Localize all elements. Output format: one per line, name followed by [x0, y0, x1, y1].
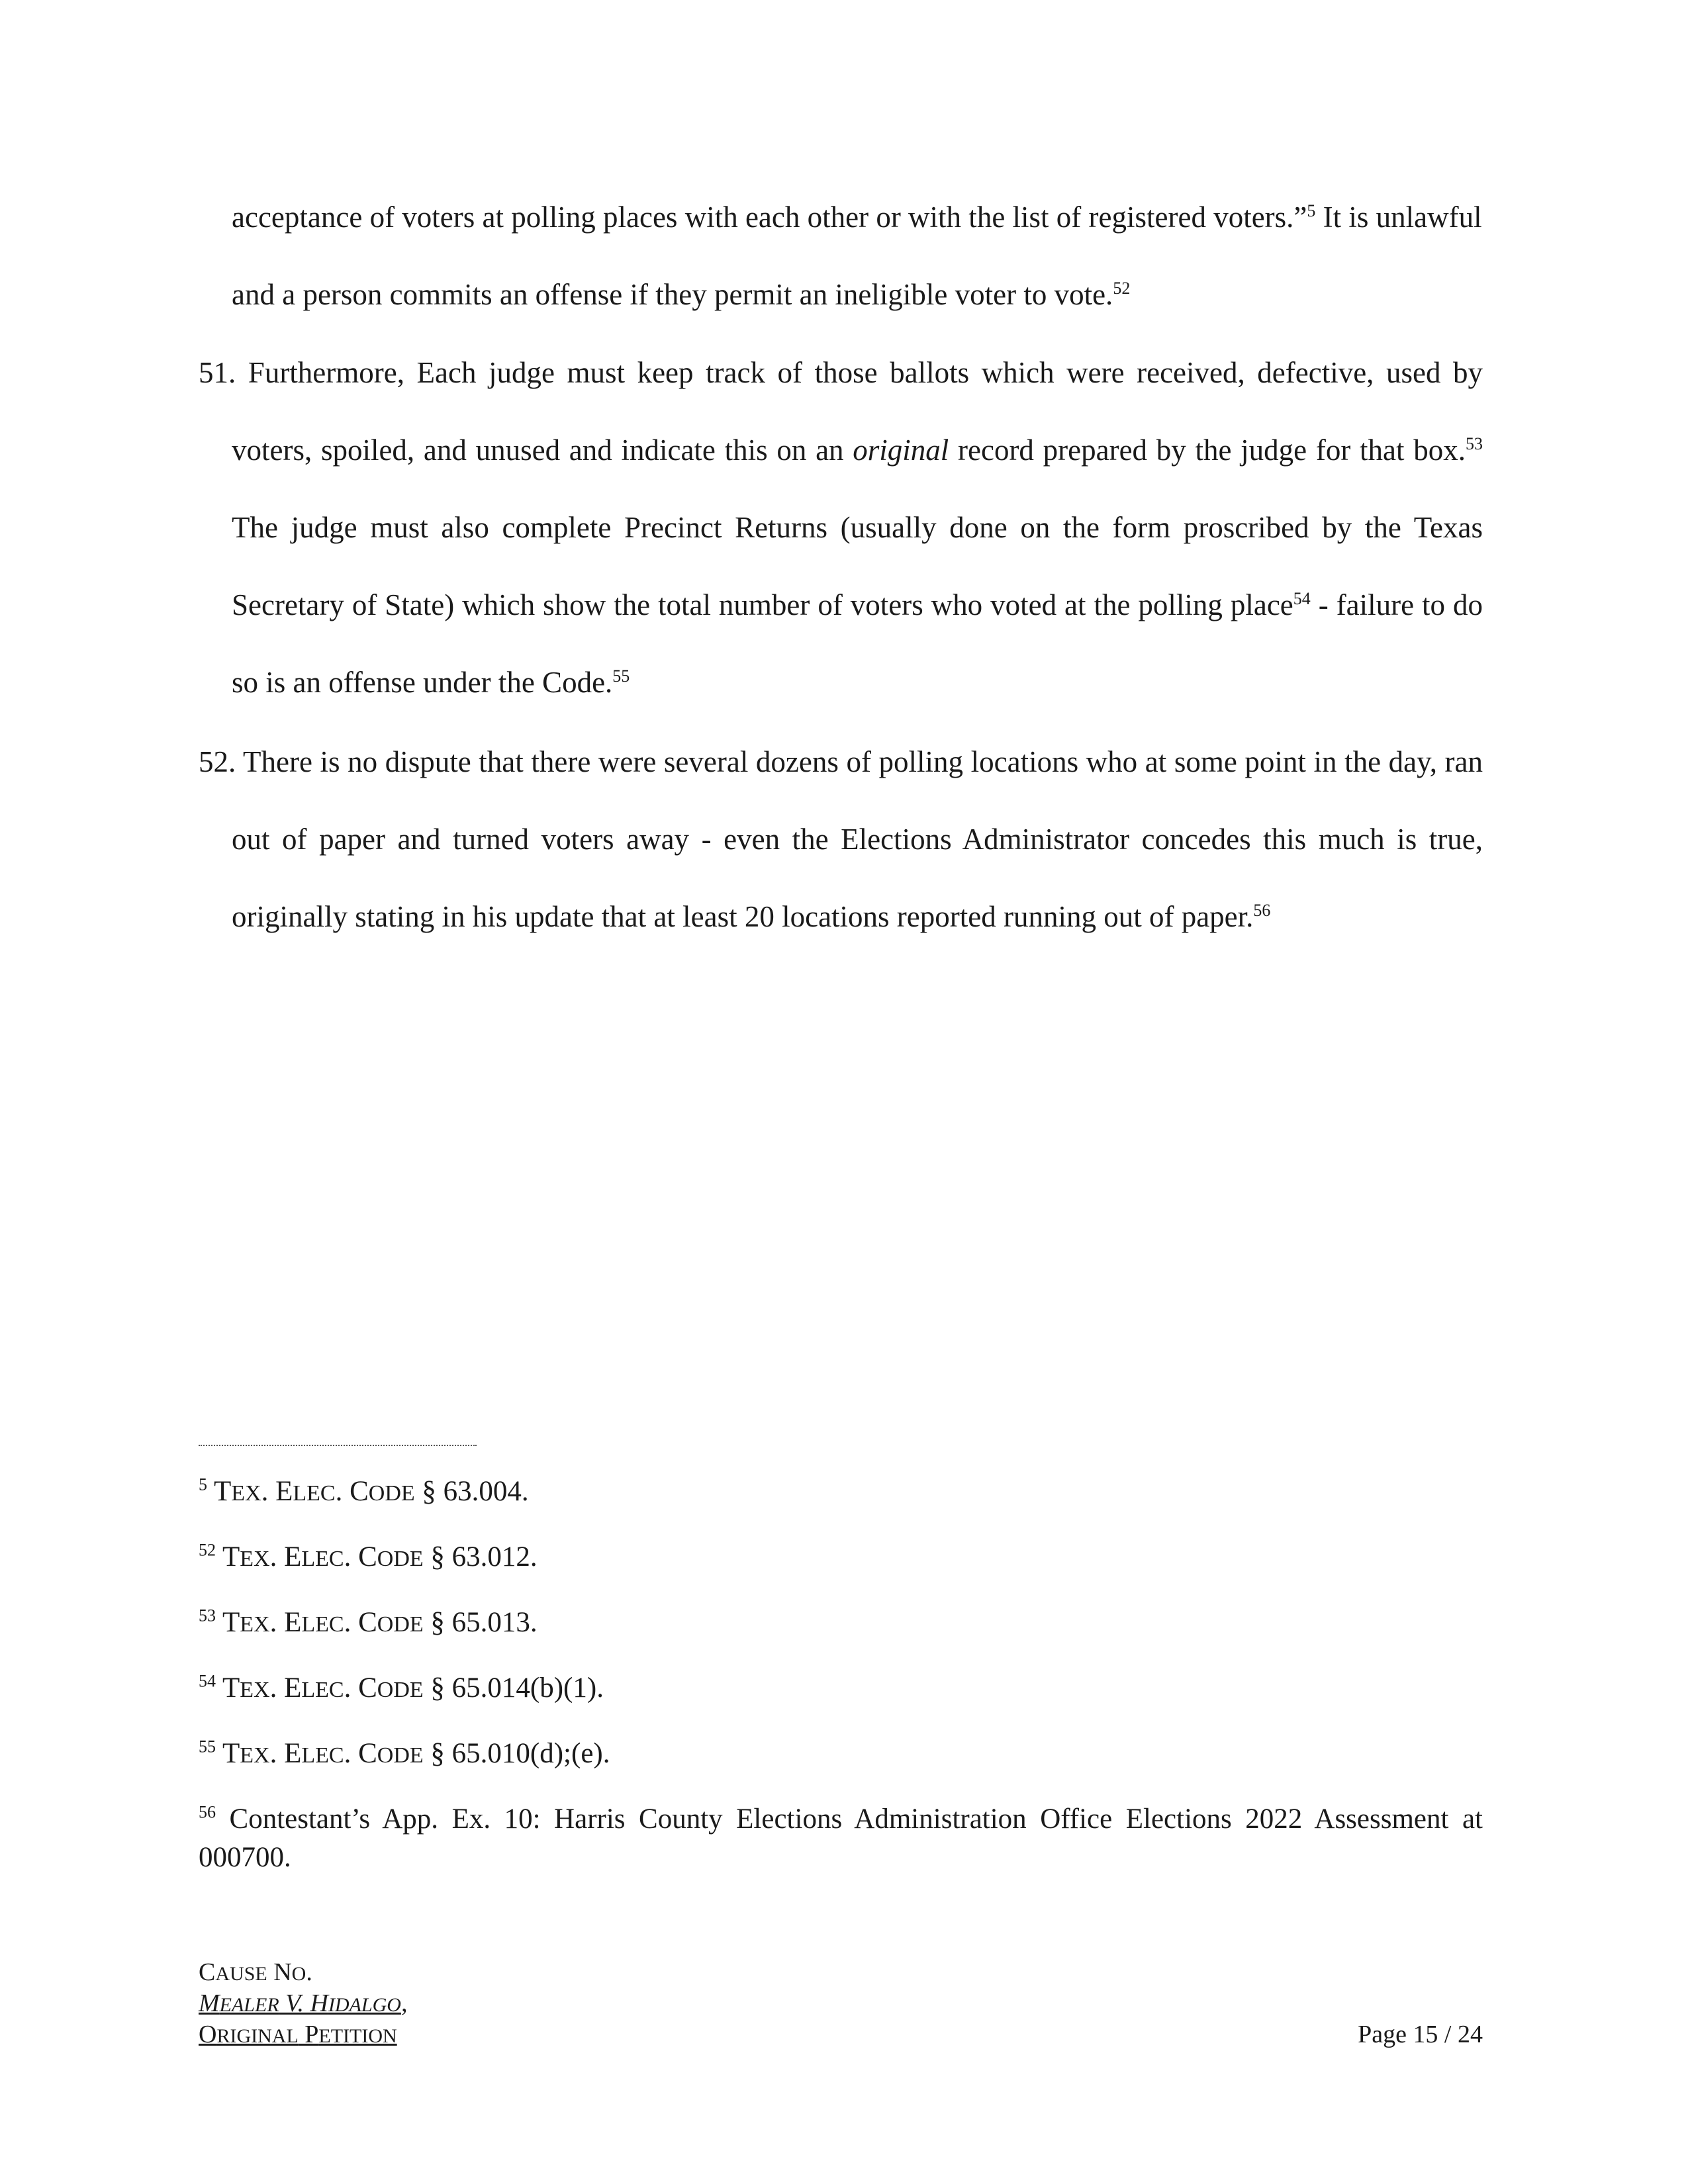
- footnote-text: EX: [240, 1743, 270, 1768]
- footnote-text: EX: [240, 1547, 270, 1571]
- footnote-text: . E: [269, 1541, 302, 1572]
- footnote-text: . C: [344, 1738, 377, 1769]
- paragraph-52: [199, 723, 1483, 956]
- footnote-text: LEC: [293, 1481, 336, 1506]
- footnote-text: T: [222, 1607, 240, 1638]
- footnote-text: § 65.013.: [423, 1607, 538, 1638]
- footnote-text: LEC: [301, 1612, 344, 1637]
- footnote-text: Contestant’s App. Ex. 10: Harris County Elections Administration Office Elections 2022 Assessment at 000700.: [199, 1803, 1483, 1873]
- caption-text: P: [298, 2021, 319, 2048]
- footnote-text: ODE: [368, 1481, 415, 1506]
- continuation-text-2: It is unlawful and a person commits an offense if they permit an ineligible voter to vote.: [232, 201, 1482, 311]
- footnote-text: ODE: [377, 1743, 424, 1768]
- footnote-text: § 65.014(b)(1).: [423, 1672, 604, 1704]
- caption-text: O: [199, 2021, 217, 2048]
- caption-text: H: [310, 1989, 328, 2017]
- footnote-text: . C: [344, 1541, 377, 1572]
- caption-text: AUSE: [215, 1963, 267, 1985]
- footnote-number: 53: [199, 1606, 216, 1625]
- paragraph-number: 51.: [199, 356, 236, 389]
- footnote-number: 55: [199, 1737, 216, 1756]
- footnote-text: . E: [261, 1476, 293, 1507]
- footnote-text: EX: [231, 1481, 261, 1506]
- paragraph-text: Furthermore, Each judge must keep track of those ballots which were received, defective, used by voters, spoiled, and unused and indicate this on an: [232, 356, 1483, 467]
- footnote-56: [199, 1800, 1483, 1877]
- footnote-text: . E: [269, 1738, 302, 1769]
- case-name: [199, 1988, 407, 2021]
- caption-text: N: [267, 1958, 292, 1986]
- footnote-text: ODE: [377, 1678, 424, 1702]
- caption-text: V.: [279, 1989, 310, 2017]
- paragraph-number: 52.: [199, 745, 236, 778]
- caption-text: ,: [400, 1989, 408, 2017]
- footnote-ref-55[interactable]: 55: [612, 666, 630, 686]
- footnote-text: T: [222, 1541, 240, 1572]
- footnote-number: 52: [199, 1540, 216, 1560]
- footnote-separator: [199, 1445, 477, 1446]
- footnote-number: 5: [199, 1475, 207, 1494]
- footnote-text: § 65.010(d);(e).: [423, 1738, 610, 1769]
- footnote-text: EX: [240, 1612, 270, 1637]
- paragraph-text: The judge must also complete Precinct Returns (usually done on the form proscribed by the Texas Secretary of State) which show the total number of voters who voted at the polling place: [232, 511, 1483, 621]
- footnote-number: 56: [199, 1802, 216, 1822]
- continuation-text-1: acceptance of voters at polling places with each other or with the list of registered voters.”: [232, 201, 1307, 234]
- footnote-text: . E: [269, 1672, 302, 1704]
- cause-number: [199, 1957, 312, 1989]
- caption-text: EALER: [219, 1994, 279, 2016]
- footnote-ref-53[interactable]: 53: [1466, 434, 1483, 453]
- footnote-55: [199, 1735, 1483, 1775]
- footnote-text: . E: [269, 1607, 302, 1638]
- paragraph-continuation: [199, 179, 1483, 334]
- footnote-text: § 63.004.: [414, 1476, 529, 1507]
- paragraph-text: record prepared by the judge for that box.: [949, 433, 1466, 467]
- footnote-text: LEC: [301, 1743, 344, 1768]
- caption-text: RIGINAL: [216, 2025, 299, 2047]
- footnote-text: ODE: [377, 1612, 424, 1637]
- footnote-ref-54[interactable]: 54: [1293, 589, 1311, 608]
- footnote-53: [199, 1604, 1483, 1644]
- caption-text: .: [306, 1958, 312, 1986]
- footnote-text: EX: [240, 1678, 270, 1702]
- footnote-text: § 63.012.: [423, 1541, 538, 1572]
- footnote-ref-5[interactable]: 5: [1307, 201, 1316, 220]
- paragraph-text: - failure to do so is an offense under the Code.: [232, 588, 1483, 699]
- caption-text: M: [199, 1989, 220, 2017]
- footnote-52: [199, 1538, 1483, 1578]
- footnote-text: . C: [344, 1607, 377, 1638]
- caption-text: O: [291, 1963, 306, 1985]
- document-title: [199, 2019, 397, 2052]
- footnote-text: . C: [335, 1476, 369, 1507]
- footnote-text: T: [213, 1476, 232, 1507]
- caption-text: ETITION: [318, 2025, 397, 2047]
- paragraph-text: There is no dispute that there were several dozens of polling locations who at some point in the day, ran out of paper and turned voters away - even the Elections Administrator concedes this much is true, originally stating in his update that at least 20 locations reported running out of paper.: [232, 745, 1483, 933]
- italic-emphasis: original: [853, 433, 949, 467]
- page-number: Page 15 / 24: [1358, 2021, 1483, 2048]
- footnote-text: LEC: [301, 1678, 344, 1702]
- footnote-ref-52[interactable]: 52: [1113, 279, 1131, 298]
- paragraph-51: [199, 334, 1483, 721]
- footnote-text: . C: [344, 1672, 377, 1704]
- caption-text: C: [199, 1958, 216, 1986]
- footnote-5: [199, 1473, 1483, 1513]
- footnote-54: [199, 1669, 1483, 1709]
- footnote-ref-56[interactable]: 56: [1253, 901, 1271, 920]
- footnote-text: T: [222, 1738, 240, 1769]
- caption-text: IDALGO: [328, 1994, 401, 2016]
- footnote-text: T: [222, 1672, 240, 1704]
- footnote-text: LEC: [301, 1547, 344, 1571]
- footnote-text: ODE: [377, 1547, 424, 1571]
- footnote-number: 54: [199, 1671, 216, 1691]
